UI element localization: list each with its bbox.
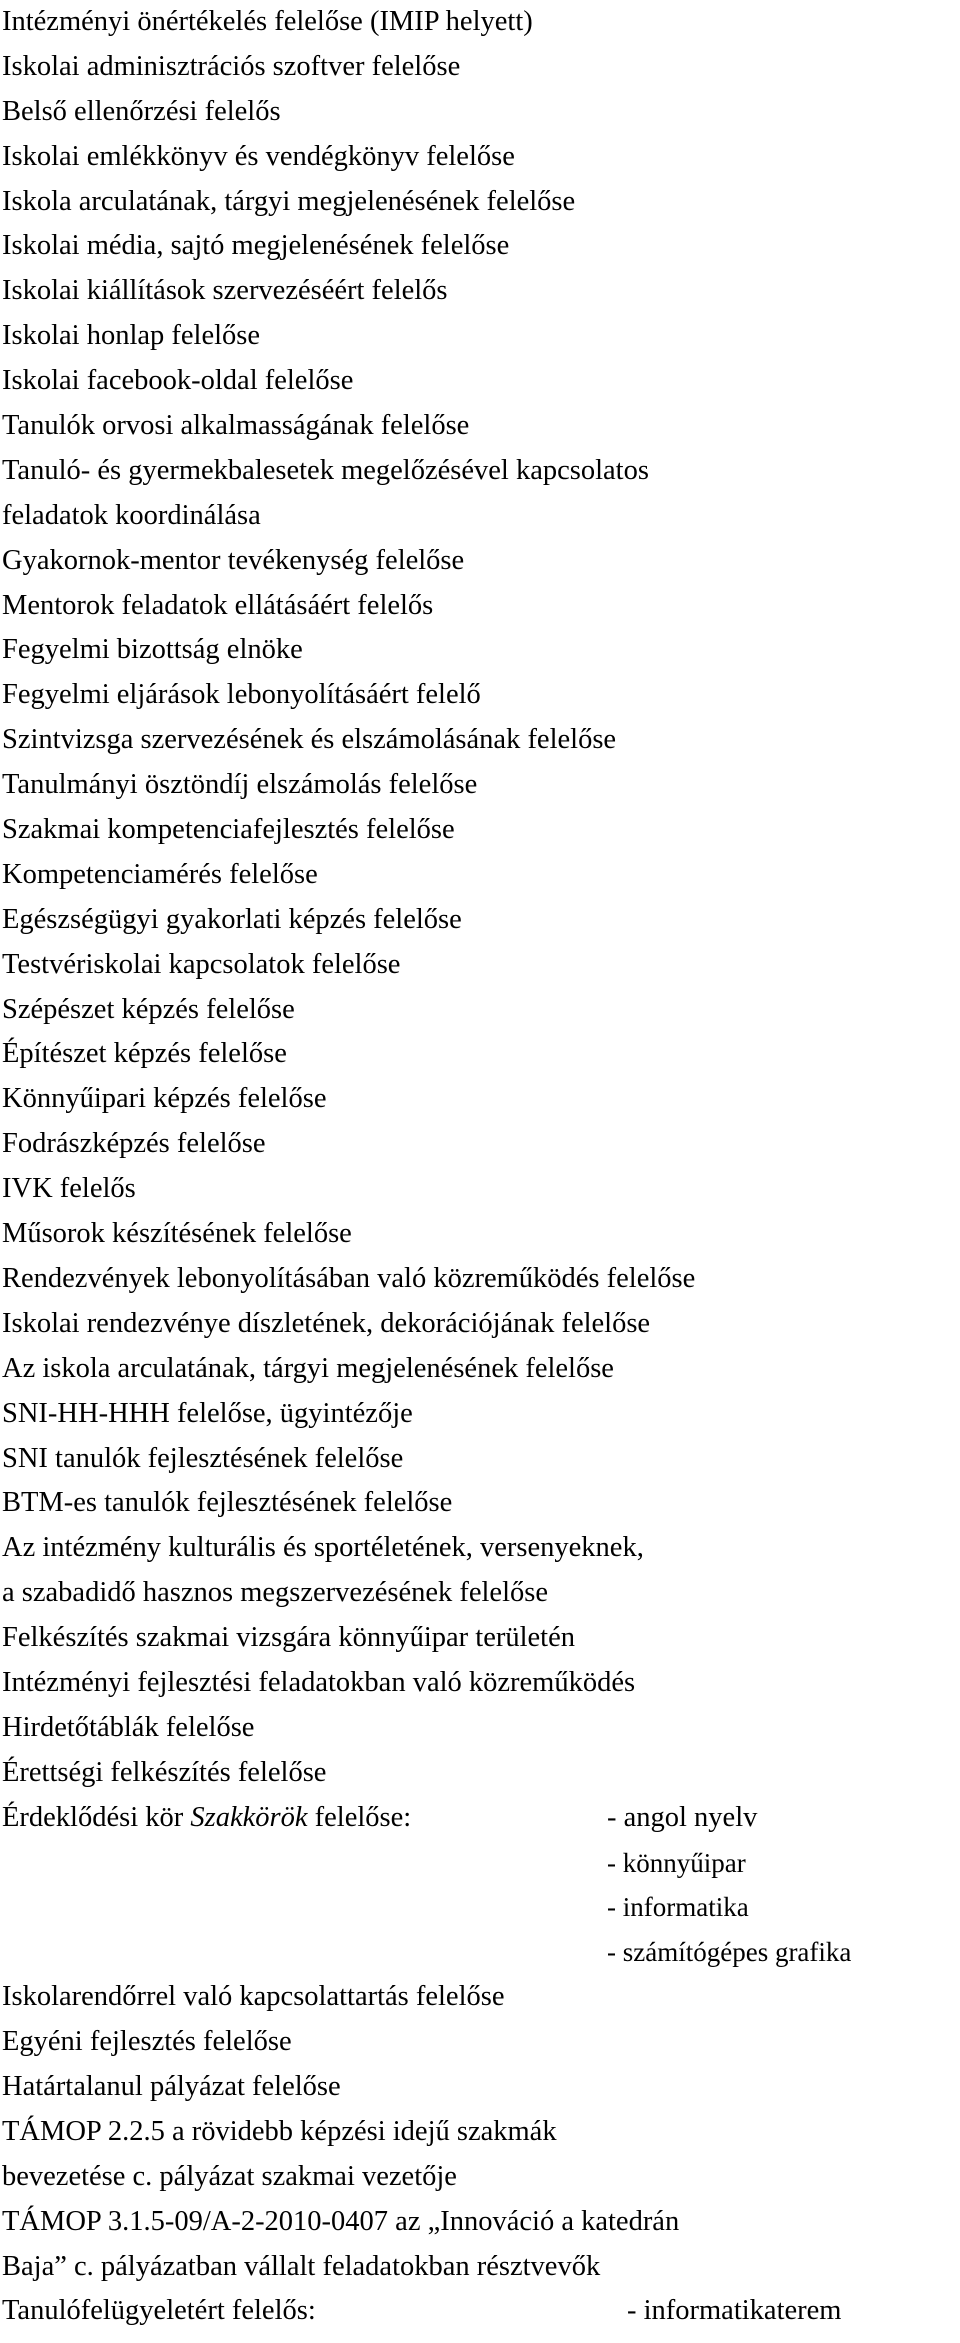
text-line: Határtalanul pályázat felelőse [2, 2070, 341, 2102]
text-line: Iskolai facebook-oldal felelőse [2, 365, 354, 397]
szakkor-item: - számítógépes grafika [607, 1937, 852, 1968]
text-line: IVK felelős [2, 1173, 136, 1205]
text-line: Iskola arculatának, tárgyi megjelenésének felelőse [2, 185, 576, 217]
responsibility-list-continued [2, 1975, 958, 2289]
text-line: Iskolai kiállítások szervezéséért felelős [2, 275, 448, 307]
text-line: Fegyelmi bizottság elnöke [2, 634, 303, 666]
szakkor-item: - informatika [607, 1892, 749, 1923]
text-line: Testvériskolai kapcsolatok felelőse [2, 948, 401, 980]
szakkor-item-row [2, 1885, 958, 1930]
text-line: Műsorok készítésének felelőse [2, 1218, 352, 1250]
text-line: Szépészet képzés felelőse [2, 993, 295, 1025]
text-line: Hirdetőtáblák felelőse [2, 1711, 255, 1743]
text-line: Mentorok feladatok ellátásáért felelős [2, 589, 434, 621]
text-line: Intézményi önértékelés felelőse (IMIP helyett) [2, 6, 533, 37]
text-line: Iskolai emlékkönyv és vendégkönyv felelőse [2, 140, 515, 172]
text-line: Kompetenciamérés felelőse [2, 858, 318, 890]
text-line: TÁMOP 3.1.5-09/A-2-2010-0407 az „Innováció a katedrán [2, 2205, 680, 2237]
text-line: Szintvizsga szervezésének és elszámolásának felelőse [2, 724, 617, 756]
text-line: Szakmai kompetenciafejlesztés felelőse [2, 814, 455, 846]
text-line: Építészet képzés felelőse [2, 1038, 287, 1070]
szakkor-prefix: Érdeklődési kör [2, 1801, 191, 1833]
document-body [2, 0, 958, 2334]
last-row-value: - informatikaterem [627, 2295, 842, 2327]
text-line: Rendezvények lebonyolításában való közreműködés felelőse [2, 1262, 696, 1294]
szakkor-item-row [2, 1841, 958, 1886]
szakkor-item: - könnyűipar [607, 1847, 746, 1878]
text-line: SNI tanulók fejlesztésének felelőse [2, 1442, 404, 1474]
text-line: BTM-es tanulók fejlesztésének felelőse [2, 1487, 453, 1519]
text-line: Tanuló- és gyermekbalesetek megelőzésével kapcsolatos [2, 454, 649, 486]
szakkor-item: - angol nyelv [607, 1801, 758, 1833]
text-line: Az intézmény kulturális és sportéletének, versenyeknek, [2, 1532, 644, 1564]
text-line: Iskolai honlap felelőse [2, 320, 261, 352]
last-row [2, 2289, 958, 2334]
text-line: SNI-HH-HHH felelőse, ügyintézője [2, 1397, 413, 1429]
last-row-label: Tanulófelügyeletért felelős: [2, 2295, 316, 2327]
text-line: Könnyűipari képzés felelőse [2, 1083, 327, 1115]
text-line: a szabadidő hasznos megszervezésének felelőse [2, 1577, 548, 1609]
text-line: Érettségi felkészítés felelőse [2, 1756, 327, 1788]
szakkor-italic: Szakkörök [190, 1801, 308, 1833]
text-line: Egyéni fejlesztés felelőse [2, 2026, 292, 2058]
text-line: Fodrászképzés felelőse [2, 1128, 266, 1160]
szakkor-suffix: felelőse: [307, 1801, 412, 1833]
text-line: Iskolarendőrrel való kapcsolattartás felelőse [2, 1981, 505, 2013]
text-line: Belső ellenőrzési felelős [2, 95, 281, 127]
text-line: bevezetése c. pályázat szakmai vezetője [2, 2160, 457, 2192]
text-line: Iskolai rendezvénye díszletének, dekorációjának felelőse [2, 1307, 651, 1339]
text-line: TÁMOP 2.2.5 a rövidebb képzési idejű szakmák [2, 2115, 557, 2147]
responsibility-list [2, 0, 958, 1796]
text-line: Iskolai média, sajtó megjelenésének felelőse [2, 230, 510, 262]
szakkor-row [2, 1796, 958, 1841]
szakkor-label [2, 1802, 411, 1833]
text-line: Gyakornok-mentor tevékenység felelőse [2, 544, 465, 576]
text-line: Felkészítés szakmai vizsgára könnyűipar területén [2, 1622, 575, 1654]
text-line: Tanulók orvosi alkalmasságának felelőse [2, 410, 470, 442]
text-line: Tanulmányi ösztöndíj elszámolás felelőse [2, 769, 478, 801]
text-line: Egészségügyi gyakorlati képzés felelőse [2, 903, 462, 935]
szakkor-item-row [2, 1930, 958, 1975]
text-line: feladatok koordinálása [2, 499, 261, 531]
text-line: Fegyelmi eljárások lebonyolításáért felelő [2, 679, 481, 711]
text-line: Baja” c. pályázatban vállalt feladatokban résztvevők [2, 2250, 601, 2282]
text-line: Iskolai adminisztrációs szoftver felelőse [2, 50, 461, 82]
text-line: Intézményi fejlesztési feladatokban való közreműködés [2, 1666, 636, 1698]
text-line: Az iskola arculatának, tárgyi megjelenésének felelőse [2, 1352, 614, 1384]
